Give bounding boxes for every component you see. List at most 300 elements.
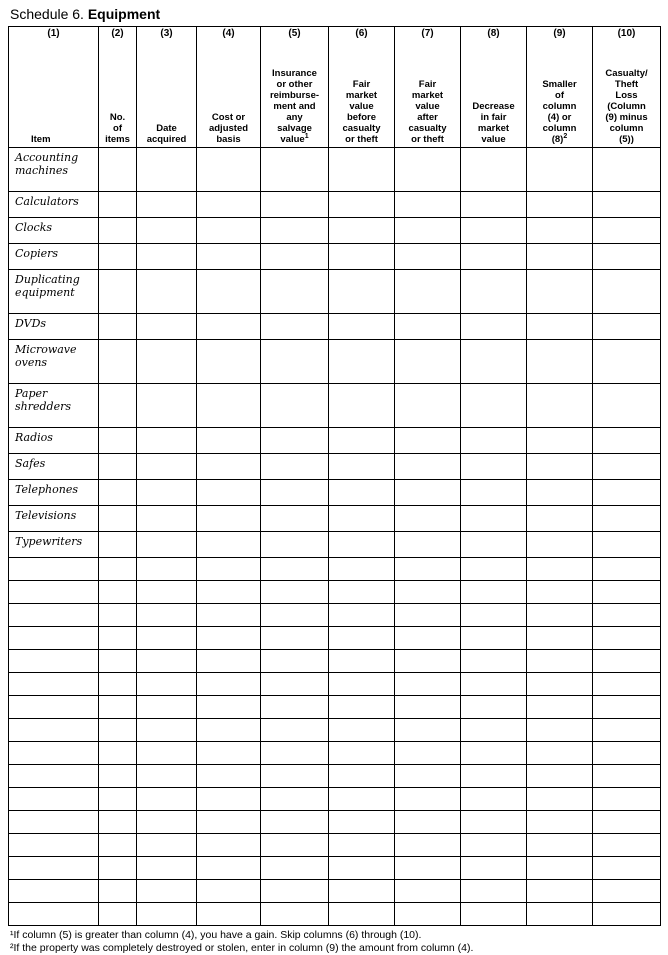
entry-cell-c5[interactable] [261, 811, 329, 834]
entry-cell-c5[interactable] [261, 880, 329, 903]
entry-cell-c4[interactable] [197, 650, 261, 673]
entry-cell-c6[interactable] [329, 581, 395, 604]
entry-cell-c10[interactable] [593, 719, 661, 742]
entry-cell-c5[interactable] [261, 314, 329, 340]
entry-cell-c10[interactable] [593, 903, 661, 926]
entry-cell-c1[interactable] [9, 903, 99, 926]
entry-cell-c6[interactable] [329, 880, 395, 903]
entry-cell-c7[interactable] [395, 788, 461, 811]
table-row [9, 673, 661, 696]
entry-cell-c7[interactable] [395, 696, 461, 719]
entry-cell-c4[interactable] [197, 340, 261, 384]
entry-cell-c3[interactable] [137, 218, 197, 244]
entry-cell-c9[interactable] [527, 880, 593, 903]
entry-cell-c1[interactable] [9, 627, 99, 650]
entry-cell-c10[interactable] [593, 428, 661, 454]
item-label: DVDs [9, 314, 99, 340]
entry-cell-c3[interactable] [137, 788, 197, 811]
entry-cell-c10[interactable] [593, 192, 661, 218]
entry-cell-c4[interactable] [197, 581, 261, 604]
entry-cell-c3[interactable] [137, 719, 197, 742]
entry-cell-c8[interactable] [461, 270, 527, 314]
entry-cell-c7[interactable] [395, 719, 461, 742]
entry-cell-c6[interactable] [329, 506, 395, 532]
entry-cell-c9[interactable] [527, 340, 593, 384]
entry-cell-c4[interactable] [197, 532, 261, 558]
entry-cell-c10[interactable] [593, 811, 661, 834]
entry-cell-c3[interactable] [137, 340, 197, 384]
entry-cell-c6[interactable] [329, 384, 395, 428]
entry-cell-c5[interactable] [261, 581, 329, 604]
entry-cell-c3[interactable] [137, 696, 197, 719]
entry-cell-c9[interactable] [527, 384, 593, 428]
entry-cell-c6[interactable] [329, 270, 395, 314]
table-row [9, 428, 661, 454]
entry-cell-c9[interactable] [527, 270, 593, 314]
entry-cell-c7[interactable] [395, 340, 461, 384]
entry-cell-c1[interactable] [9, 788, 99, 811]
entry-cell-c6[interactable] [329, 558, 395, 581]
entry-cell-c3[interactable] [137, 480, 197, 506]
entry-cell-c7[interactable] [395, 454, 461, 480]
entry-cell-c5[interactable] [261, 244, 329, 270]
entry-cell-c2[interactable] [99, 314, 137, 340]
entry-cell-c3[interactable] [137, 270, 197, 314]
entry-cell-c2[interactable] [99, 454, 137, 480]
entry-cell-c2[interactable] [99, 581, 137, 604]
entry-cell-c6[interactable] [329, 696, 395, 719]
entry-cell-c4[interactable] [197, 719, 261, 742]
entry-cell-c8[interactable] [461, 696, 527, 719]
entry-cell-c6[interactable] [329, 314, 395, 340]
entry-cell-c9[interactable] [527, 506, 593, 532]
entry-cell-c4[interactable] [197, 834, 261, 857]
entry-cell-c9[interactable] [527, 857, 593, 880]
entry-cell-c4[interactable] [197, 811, 261, 834]
entry-cell-c8[interactable] [461, 719, 527, 742]
table-row [9, 880, 661, 903]
entry-cell-c9[interactable] [527, 532, 593, 558]
entry-cell-c1[interactable] [9, 696, 99, 719]
entry-cell-c4[interactable] [197, 314, 261, 340]
entry-cell-c10[interactable] [593, 650, 661, 673]
entry-cell-c3[interactable] [137, 673, 197, 696]
entry-cell-c5[interactable] [261, 719, 329, 742]
entry-cell-c5[interactable] [261, 218, 329, 244]
column-number-10: (10) [593, 27, 661, 42]
entry-cell-c7[interactable] [395, 834, 461, 857]
entry-cell-c4[interactable] [197, 696, 261, 719]
entry-cell-c3[interactable] [137, 903, 197, 926]
entry-cell-c4[interactable] [197, 454, 261, 480]
entry-cell-c7[interactable] [395, 857, 461, 880]
entry-cell-c3[interactable] [137, 742, 197, 765]
entry-cell-c8[interactable] [461, 532, 527, 558]
entry-cell-c4[interactable] [197, 742, 261, 765]
entry-cell-c5[interactable] [261, 673, 329, 696]
table-row [9, 314, 661, 340]
entry-cell-c6[interactable] [329, 857, 395, 880]
table-row [9, 270, 661, 314]
table-row [9, 454, 661, 480]
entry-cell-c5[interactable] [261, 454, 329, 480]
entry-cell-c5[interactable] [261, 765, 329, 788]
entry-cell-c10[interactable] [593, 148, 661, 192]
entry-cell-c10[interactable] [593, 218, 661, 244]
entry-cell-c8[interactable] [461, 506, 527, 532]
entry-cell-c2[interactable] [99, 218, 137, 244]
entry-cell-c3[interactable] [137, 857, 197, 880]
entry-cell-c2[interactable] [99, 532, 137, 558]
entry-cell-c2[interactable] [99, 880, 137, 903]
entry-cell-c6[interactable] [329, 604, 395, 627]
entry-cell-c8[interactable] [461, 314, 527, 340]
entry-cell-c5[interactable] [261, 742, 329, 765]
entry-cell-c4[interactable] [197, 270, 261, 314]
entry-cell-c4[interactable] [197, 765, 261, 788]
entry-cell-c9[interactable] [527, 428, 593, 454]
entry-cell-c10[interactable] [593, 673, 661, 696]
entry-cell-c7[interactable] [395, 244, 461, 270]
entry-cell-c8[interactable] [461, 581, 527, 604]
entry-cell-c6[interactable] [329, 742, 395, 765]
entry-cell-c3[interactable] [137, 506, 197, 532]
entry-cell-c6[interactable] [329, 903, 395, 926]
entry-cell-c10[interactable] [593, 480, 661, 506]
entry-cell-c1[interactable] [9, 604, 99, 627]
entry-cell-c10[interactable] [593, 384, 661, 428]
entry-cell-c10[interactable] [593, 788, 661, 811]
entry-cell-c3[interactable] [137, 314, 197, 340]
entry-cell-c10[interactable] [593, 244, 661, 270]
entry-cell-c2[interactable] [99, 765, 137, 788]
entry-cell-c3[interactable] [137, 558, 197, 581]
item-label: Safes [9, 454, 99, 480]
entry-cell-c2[interactable] [99, 903, 137, 926]
entry-cell-c5[interactable] [261, 270, 329, 314]
entry-cell-c5[interactable] [261, 627, 329, 650]
entry-cell-c2[interactable] [99, 506, 137, 532]
entry-cell-c2[interactable] [99, 857, 137, 880]
entry-cell-c3[interactable] [137, 428, 197, 454]
entry-cell-c10[interactable] [593, 314, 661, 340]
entry-cell-c3[interactable] [137, 148, 197, 192]
item-label: Clocks [9, 218, 99, 244]
entry-cell-c3[interactable] [137, 244, 197, 270]
entry-cell-c9[interactable] [527, 696, 593, 719]
entry-cell-c7[interactable] [395, 650, 461, 673]
entry-cell-c7[interactable] [395, 506, 461, 532]
entry-cell-c2[interactable] [99, 811, 137, 834]
entry-cell-c6[interactable] [329, 719, 395, 742]
table-row [9, 742, 661, 765]
entry-cell-c9[interactable] [527, 480, 593, 506]
entry-cell-c2[interactable] [99, 604, 137, 627]
entry-cell-c9[interactable] [527, 454, 593, 480]
entry-cell-c9[interactable] [527, 558, 593, 581]
entry-cell-c6[interactable] [329, 765, 395, 788]
table-row [9, 581, 661, 604]
entry-cell-c4[interactable] [197, 428, 261, 454]
page-title [10, 6, 660, 22]
entry-cell-c3[interactable] [137, 532, 197, 558]
entry-cell-c10[interactable] [593, 857, 661, 880]
table-row [9, 384, 661, 428]
entry-cell-c7[interactable] [395, 314, 461, 340]
entry-cell-c6[interactable] [329, 148, 395, 192]
entry-cell-c8[interactable] [461, 880, 527, 903]
entry-cell-c9[interactable] [527, 192, 593, 218]
entry-cell-c1[interactable] [9, 742, 99, 765]
entry-cell-c7[interactable] [395, 428, 461, 454]
table-row [9, 148, 661, 192]
entry-cell-c10[interactable] [593, 532, 661, 558]
entry-cell-c9[interactable] [527, 811, 593, 834]
entry-cell-c2[interactable] [99, 627, 137, 650]
entry-cell-c4[interactable] [197, 148, 261, 192]
entry-cell-c8[interactable] [461, 788, 527, 811]
entry-cell-c10[interactable] [593, 270, 661, 314]
entry-cell-c9[interactable] [527, 673, 593, 696]
entry-cell-c7[interactable] [395, 673, 461, 696]
entry-cell-c4[interactable] [197, 880, 261, 903]
entry-cell-c3[interactable] [137, 604, 197, 627]
entry-cell-c7[interactable] [395, 627, 461, 650]
entry-cell-c7[interactable] [395, 880, 461, 903]
entry-cell-c5[interactable] [261, 558, 329, 581]
entry-cell-c4[interactable] [197, 192, 261, 218]
entry-cell-c9[interactable] [527, 650, 593, 673]
entry-cell-c9[interactable] [527, 314, 593, 340]
entry-cell-c3[interactable] [137, 454, 197, 480]
entry-cell-c7[interactable] [395, 148, 461, 192]
entry-cell-c3[interactable] [137, 880, 197, 903]
entry-cell-c10[interactable] [593, 604, 661, 627]
entry-cell-c10[interactable] [593, 340, 661, 384]
entry-cell-c5[interactable] [261, 650, 329, 673]
entry-cell-c7[interactable] [395, 765, 461, 788]
entry-cell-c4[interactable] [197, 558, 261, 581]
entry-cell-c2[interactable] [99, 696, 137, 719]
entry-cell-c6[interactable] [329, 650, 395, 673]
entry-cell-c9[interactable] [527, 719, 593, 742]
entry-cell-c8[interactable] [461, 627, 527, 650]
entry-cell-c9[interactable] [527, 604, 593, 627]
column-header-2: No. of items [99, 41, 137, 148]
entry-cell-c8[interactable] [461, 384, 527, 428]
entry-cell-c10[interactable] [593, 834, 661, 857]
entry-cell-c10[interactable] [593, 558, 661, 581]
entry-cell-c7[interactable] [395, 218, 461, 244]
entry-cell-c5[interactable] [261, 480, 329, 506]
entry-cell-c8[interactable] [461, 148, 527, 192]
entry-cell-c1[interactable] [9, 650, 99, 673]
entry-cell-c5[interactable] [261, 384, 329, 428]
entry-cell-c10[interactable] [593, 880, 661, 903]
entry-cell-c3[interactable] [137, 811, 197, 834]
entry-cell-c6[interactable] [329, 428, 395, 454]
entry-cell-c8[interactable] [461, 604, 527, 627]
entry-cell-c10[interactable] [593, 696, 661, 719]
entry-cell-c6[interactable] [329, 834, 395, 857]
entry-cell-c5[interactable] [261, 604, 329, 627]
item-label: Duplicating equipment [9, 270, 99, 314]
entry-cell-c7[interactable] [395, 270, 461, 314]
entry-cell-c9[interactable] [527, 148, 593, 192]
entry-cell-c8[interactable] [461, 340, 527, 384]
entry-cell-c4[interactable] [197, 857, 261, 880]
entry-cell-c4[interactable] [197, 480, 261, 506]
entry-cell-c4[interactable] [197, 604, 261, 627]
column-header-4: Cost or adjusted basis [197, 41, 261, 148]
entry-cell-c9[interactable] [527, 834, 593, 857]
entry-cell-c9[interactable] [527, 244, 593, 270]
entry-cell-c10[interactable] [593, 742, 661, 765]
entry-cell-c4[interactable] [197, 673, 261, 696]
entry-cell-c6[interactable] [329, 454, 395, 480]
entry-cell-c10[interactable] [593, 581, 661, 604]
entry-cell-c7[interactable] [395, 742, 461, 765]
entry-cell-c8[interactable] [461, 428, 527, 454]
entry-cell-c9[interactable] [527, 903, 593, 926]
entry-cell-c2[interactable] [99, 650, 137, 673]
entry-cell-c4[interactable] [197, 788, 261, 811]
entry-cell-c7[interactable] [395, 480, 461, 506]
table-row [9, 627, 661, 650]
entry-cell-c8[interactable] [461, 742, 527, 765]
entry-cell-c2[interactable] [99, 558, 137, 581]
entry-cell-c8[interactable] [461, 857, 527, 880]
entry-cell-c1[interactable] [9, 811, 99, 834]
entry-cell-c1[interactable] [9, 719, 99, 742]
entry-cell-c3[interactable] [137, 627, 197, 650]
entry-cell-c8[interactable] [461, 454, 527, 480]
entry-cell-c7[interactable] [395, 192, 461, 218]
entry-cell-c5[interactable] [261, 696, 329, 719]
entry-cell-c2[interactable] [99, 834, 137, 857]
entry-cell-c2[interactable] [99, 480, 137, 506]
entry-cell-c8[interactable] [461, 244, 527, 270]
entry-cell-c9[interactable] [527, 742, 593, 765]
entry-cell-c4[interactable] [197, 384, 261, 428]
entry-cell-c8[interactable] [461, 673, 527, 696]
entry-cell-c2[interactable] [99, 719, 137, 742]
entry-cell-c2[interactable] [99, 742, 137, 765]
entry-cell-c1[interactable] [9, 581, 99, 604]
entry-cell-c6[interactable] [329, 627, 395, 650]
entry-cell-c9[interactable] [527, 627, 593, 650]
entry-cell-c6[interactable] [329, 244, 395, 270]
entry-cell-c5[interactable] [261, 834, 329, 857]
entry-cell-c1[interactable] [9, 673, 99, 696]
entry-cell-c3[interactable] [137, 192, 197, 218]
entry-cell-c5[interactable] [261, 857, 329, 880]
entry-cell-c5[interactable] [261, 340, 329, 384]
entry-cell-c5[interactable] [261, 148, 329, 192]
entry-cell-c9[interactable] [527, 581, 593, 604]
entry-cell-c6[interactable] [329, 218, 395, 244]
entry-cell-c4[interactable] [197, 903, 261, 926]
entry-cell-c8[interactable] [461, 558, 527, 581]
entry-cell-c7[interactable] [395, 558, 461, 581]
entry-cell-c6[interactable] [329, 673, 395, 696]
entry-cell-c2[interactable] [99, 270, 137, 314]
entry-cell-c3[interactable] [137, 581, 197, 604]
entry-cell-c5[interactable] [261, 788, 329, 811]
entry-cell-c2[interactable] [99, 673, 137, 696]
entry-cell-c9[interactable] [527, 765, 593, 788]
entry-cell-c6[interactable] [329, 340, 395, 384]
entry-cell-c10[interactable] [593, 506, 661, 532]
entry-cell-c7[interactable] [395, 811, 461, 834]
entry-cell-c2[interactable] [99, 192, 137, 218]
entry-cell-c5[interactable] [261, 428, 329, 454]
entry-cell-c6[interactable] [329, 788, 395, 811]
entry-cell-c3[interactable] [137, 650, 197, 673]
entry-cell-c10[interactable] [593, 765, 661, 788]
entry-cell-c2[interactable] [99, 788, 137, 811]
entry-cell-c5[interactable] [261, 506, 329, 532]
entry-cell-c5[interactable] [261, 903, 329, 926]
entry-cell-c8[interactable] [461, 834, 527, 857]
entry-cell-c3[interactable] [137, 834, 197, 857]
entry-cell-c8[interactable] [461, 192, 527, 218]
entry-cell-c6[interactable] [329, 480, 395, 506]
entry-cell-c2[interactable] [99, 428, 137, 454]
entry-cell-c7[interactable] [395, 604, 461, 627]
entry-cell-c1[interactable] [9, 558, 99, 581]
entry-cell-c8[interactable] [461, 811, 527, 834]
entry-cell-c1[interactable] [9, 765, 99, 788]
entry-cell-c1[interactable] [9, 857, 99, 880]
entry-cell-c5[interactable] [261, 192, 329, 218]
entry-cell-c7[interactable] [395, 903, 461, 926]
entry-cell-c7[interactable] [395, 532, 461, 558]
entry-cell-c4[interactable] [197, 218, 261, 244]
entry-cell-c8[interactable] [461, 218, 527, 244]
entry-cell-c2[interactable] [99, 148, 137, 192]
entry-cell-c9[interactable] [527, 788, 593, 811]
entry-cell-c6[interactable] [329, 192, 395, 218]
entry-cell-c10[interactable] [593, 454, 661, 480]
column-number-9: (9) [527, 27, 593, 42]
entry-cell-c1[interactable] [9, 880, 99, 903]
entry-cell-c4[interactable] [197, 506, 261, 532]
entry-cell-c4[interactable] [197, 627, 261, 650]
entry-cell-c8[interactable] [461, 765, 527, 788]
entry-cell-c2[interactable] [99, 340, 137, 384]
entry-cell-c7[interactable] [395, 581, 461, 604]
entry-cell-c8[interactable] [461, 903, 527, 926]
entry-cell-c2[interactable] [99, 244, 137, 270]
entry-cell-c10[interactable] [593, 627, 661, 650]
entry-cell-c9[interactable] [527, 218, 593, 244]
entry-cell-c8[interactable] [461, 480, 527, 506]
entry-cell-c1[interactable] [9, 834, 99, 857]
entry-cell-c3[interactable] [137, 765, 197, 788]
entry-cell-c2[interactable] [99, 384, 137, 428]
entry-cell-c8[interactable] [461, 650, 527, 673]
entry-cell-c7[interactable] [395, 384, 461, 428]
item-label: Paper shredders [9, 384, 99, 428]
entry-cell-c4[interactable] [197, 244, 261, 270]
entry-cell-c6[interactable] [329, 532, 395, 558]
item-label: Microwave ovens [9, 340, 99, 384]
table-row [9, 218, 661, 244]
entry-cell-c6[interactable] [329, 811, 395, 834]
entry-cell-c3[interactable] [137, 384, 197, 428]
entry-cell-c5[interactable] [261, 532, 329, 558]
